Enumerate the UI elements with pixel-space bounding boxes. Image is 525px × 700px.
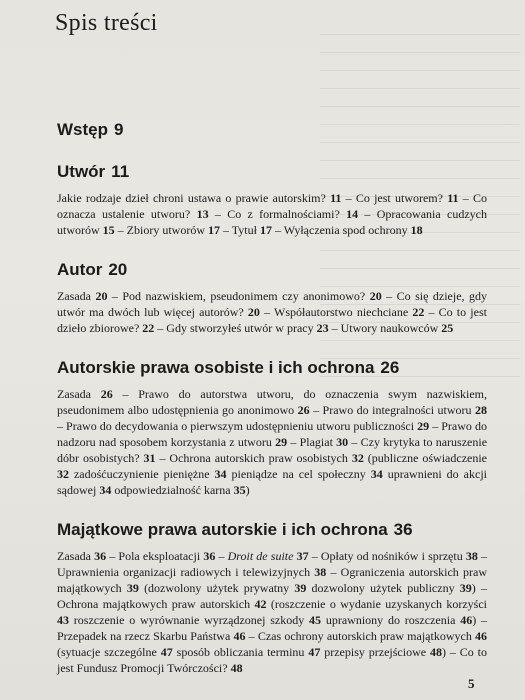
toc-entry-text: Droit de suite xyxy=(227,549,294,563)
toc-page-ref: 22 xyxy=(142,321,155,335)
toc-entry-text: sposób obliczania terminu xyxy=(172,645,309,659)
toc-entry-text: (dozwolony użytek prywatny xyxy=(138,581,295,595)
toc-entry-text: ) – Ochrona majątkowych praw autorskich xyxy=(57,581,487,611)
toc-page-ref: 36 xyxy=(203,549,216,563)
toc-page-ref: 46 xyxy=(460,613,473,627)
toc-page-ref: 18 xyxy=(410,223,423,237)
toc-page-ref: 39 xyxy=(126,581,139,595)
toc-entry-text: – Zbiory utworów xyxy=(114,223,208,237)
toc-page-ref: 47 xyxy=(160,645,173,659)
toc-heading-page: 20 xyxy=(108,260,128,279)
toc-heading-page: 26 xyxy=(380,358,400,377)
toc-page-ref: 25 xyxy=(441,321,454,335)
toc-section xyxy=(57,260,487,336)
toc-page-ref: 34 xyxy=(370,467,383,481)
toc-entry-text: – Opracowania cudzych utworów xyxy=(57,207,488,237)
toc-page-ref: 17 xyxy=(208,223,220,237)
toc-page-ref: 22 xyxy=(412,305,425,319)
toc-entry-text: – xyxy=(215,549,228,563)
toc-entry-text: – Współautorstwo niechciane xyxy=(259,305,413,319)
page-title: Spis treści xyxy=(55,10,158,36)
toc-page-ref: 36 xyxy=(94,549,107,563)
toc-entry-text: – Co to jest dzieło zbiorowe? xyxy=(57,305,487,335)
toc-page-ref: 26 xyxy=(100,387,113,401)
toc-entry-text: – Prawo do integralności utworu xyxy=(309,403,476,417)
toc-page-ref: 11 xyxy=(330,191,342,205)
toc-entry-text: – Ochrona autorskich praw osobistych xyxy=(155,451,352,465)
toc-entry-text: – Pola eksploatacji xyxy=(106,549,204,563)
toc-page-ref: 32 xyxy=(57,467,69,481)
toc-entries xyxy=(57,548,487,676)
toc-entry-text: – Tytuł xyxy=(220,223,260,237)
toc-page-ref: 20 xyxy=(95,289,108,303)
toc-entry-text: – Prawo do nadzoru nad sposobem korzystania z utworu xyxy=(57,419,487,449)
toc-heading xyxy=(57,358,487,378)
toc-page-ref: 47 xyxy=(308,645,321,659)
toc-entry-text: – Co oznacza ustalenie utworu? xyxy=(57,191,488,221)
toc-heading xyxy=(57,120,487,140)
toc-entry-text: Zasada xyxy=(57,289,96,303)
toc-section xyxy=(57,120,487,140)
toc-heading xyxy=(57,162,487,182)
toc-entry-text: uprawniony do roszczenia xyxy=(321,613,461,627)
table-of-contents xyxy=(57,120,487,698)
toc-heading-page: 9 xyxy=(114,120,124,139)
toc-entry-text: – Gdy stworzyłeś utwór w pracy xyxy=(154,321,317,335)
toc-entry-text: przepisy przejściowe xyxy=(320,645,430,659)
toc-entry-text: – Wyłączenia spod ochrony xyxy=(271,223,411,237)
toc-entry-text: (publiczne oświadczenie xyxy=(363,451,488,465)
toc-page-ref: 23 xyxy=(316,321,329,335)
toc-entry-text: roszczenie o wyrównanie wyrządzonej szkody xyxy=(69,613,310,627)
toc-page-ref: 48 xyxy=(429,645,442,659)
toc-entry-text: – Co jest utworem? xyxy=(341,191,448,205)
toc-heading-title: Utwór xyxy=(57,162,106,181)
toc-entry-text: Zasada xyxy=(57,387,101,401)
toc-entry-text: – Opłaty od nośników i sprzętu xyxy=(308,549,466,563)
toc-entry-text: – Prawo do decydowania o pierwszym udostępnieniu utworu publiczności xyxy=(57,419,418,433)
toc-page-ref: 20 xyxy=(369,289,382,303)
toc-entry-text: odpowiedzialność karna xyxy=(111,483,234,497)
toc-section xyxy=(57,358,487,498)
toc-entry-text: – Czas ochrony autorskich praw majątkowych xyxy=(245,629,475,643)
toc-entry-text: – Ograniczenia autorskich praw majątkowych xyxy=(57,565,487,595)
toc-entry-text: ) xyxy=(245,483,250,497)
toc-page-ref: 39 xyxy=(294,581,307,595)
toc-entry-text: – Pod nazwiskiem, pseudonimem czy anonimowo? xyxy=(107,289,370,303)
toc-entries xyxy=(57,288,487,336)
toc-section xyxy=(57,520,487,676)
toc-entry-text: uprawnieni do akcji sądowej xyxy=(57,467,487,497)
toc-entry-text: – Prawo do autorstwa utworu, do oznaczenia swym nazwiskiem, pseudonimem albo udostępnienia go anonimowo xyxy=(57,387,488,417)
toc-entry-text: ) – Przepadek na rzecz Skarbu Państwa xyxy=(57,613,487,643)
toc-entries xyxy=(57,386,487,498)
toc-entry-text: – Uprawnienia organizacji radiowych i telewizyjnych xyxy=(57,549,487,579)
toc-page-ref: 14 xyxy=(346,207,359,221)
toc-page-ref: 34 xyxy=(214,467,227,481)
toc-heading-title: Autor xyxy=(57,260,103,279)
toc-entries xyxy=(57,190,487,238)
toc-entry-text: dozwolony użytek publiczny xyxy=(306,581,460,595)
toc-page-ref: 35 xyxy=(233,483,246,497)
toc-heading-title: Autorskie prawa osobiste i ich ochrona xyxy=(57,358,375,377)
toc-entry-text: ) – Co to jest Fundusz Promocji Twórczości? xyxy=(57,645,487,675)
page-number: 5 xyxy=(468,676,475,691)
toc-entry-text: pieniądze na cel społeczny xyxy=(226,467,371,481)
toc-heading-page: 11 xyxy=(111,162,130,181)
toc-page-ref: 29 xyxy=(417,419,430,433)
toc-entry-text: Zasada xyxy=(57,549,95,563)
toc-heading-title: Majątkowe prawa autorskie i ich ochrona xyxy=(57,520,388,539)
toc-heading xyxy=(57,520,487,540)
toc-page-ref: 32 xyxy=(351,451,364,465)
toc-page-ref: 46 xyxy=(233,629,246,643)
toc-entry-text: zadośćuczynienie pieniężne xyxy=(69,467,215,481)
toc-heading-page: 36 xyxy=(393,520,413,539)
toc-entry-text: (sytuacje szczególne xyxy=(57,645,161,659)
toc-page-ref: 42 xyxy=(254,597,267,611)
toc-page-ref: 30 xyxy=(336,435,349,449)
toc-page-ref: 17 xyxy=(259,223,272,237)
toc-page-ref: 26 xyxy=(297,403,310,417)
toc-entry-text: – Co się dzieje, gdy utwór ma dwóch lub więcej autorów? xyxy=(57,289,488,319)
toc-entry-text: (roszczenie o wydanie uzyskanych korzyści xyxy=(266,597,487,611)
toc-page-ref: 15 xyxy=(102,223,115,237)
toc-page-ref: 48 xyxy=(230,661,243,675)
toc-page-ref: 29 xyxy=(275,435,288,449)
toc-section xyxy=(57,162,487,238)
toc-entry-text: – Co z formalnościami? xyxy=(208,207,347,221)
toc-page-ref: 13 xyxy=(196,207,209,221)
toc-heading xyxy=(57,260,487,280)
toc-page-ref: 20 xyxy=(247,305,260,319)
toc-entry-text: – Utwory naukowców xyxy=(328,321,442,335)
toc-page-ref: 38 xyxy=(314,565,327,579)
toc-page-ref: 37 xyxy=(296,549,309,563)
toc-entry-text: – Plagiat xyxy=(287,435,337,449)
toc-page-ref: 43 xyxy=(57,613,69,627)
toc-page-ref: 46 xyxy=(475,629,487,643)
toc-page-ref: 31 xyxy=(143,451,156,465)
toc-page-ref: 38 xyxy=(465,549,478,563)
toc-page-ref: 11 xyxy=(447,191,459,205)
toc-page-ref: 34 xyxy=(99,483,112,497)
toc-page-ref: 28 xyxy=(475,403,488,417)
toc-page-ref: 45 xyxy=(309,613,322,627)
toc-heading-title: Wstęp xyxy=(57,120,108,139)
toc-page-ref: 39 xyxy=(459,581,472,595)
toc-entry-text: Jakie rodzaje dzieł chroni ustawa o prawie autorskim? xyxy=(57,191,331,205)
toc-entry-text: – Czy krytyka to naruszenie dóbr osobistych? xyxy=(57,435,488,465)
